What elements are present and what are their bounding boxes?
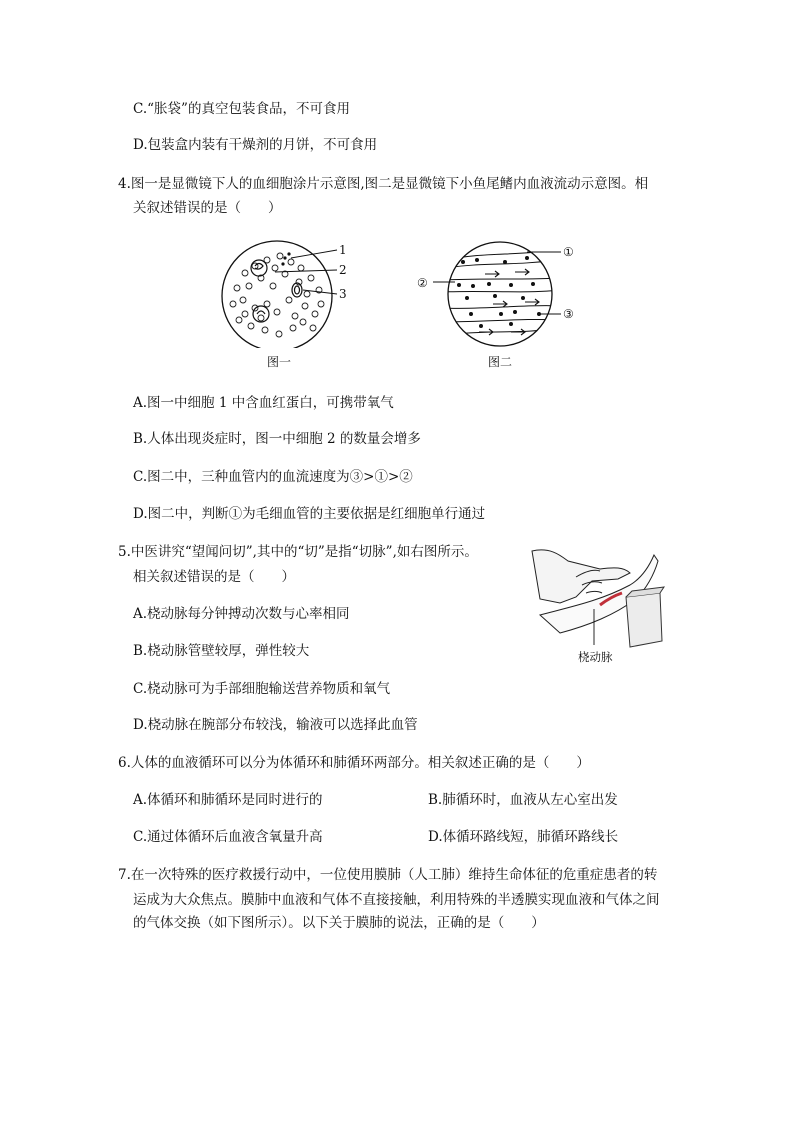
figure-label-radial-artery: 桡动脉 xyxy=(578,650,613,664)
q4-stem-line1: 4.图一是显微镜下人的血细胞涂片示意图,图二是显微镜下小鱼尾鳍内血液流动示意图。相 xyxy=(118,176,649,192)
q6-option-c: C.通过体循环后血液含氧量升高 xyxy=(133,829,323,845)
q3-option-d: D.包装盒内装有干燥剂的月饼，不可食用 xyxy=(133,137,378,153)
fig1-caption: 图一 xyxy=(267,355,292,369)
figure-blood-smear xyxy=(215,238,365,348)
fig2-label-2: ② xyxy=(417,276,428,290)
q4-option-b: B.人体出现炎症时，图一中细胞 2 的数量会增多 xyxy=(133,431,421,447)
q5-stem-line1: 5.中医讲究“望闻问切”,其中的“切”是指“切脉”,如右图所示。 xyxy=(118,544,478,560)
q4-option-c: C.图二中，三种血管内的血流速度为③>①>② xyxy=(133,469,413,485)
q6-stem: 6.人体的血液循环可以分为体循环和肺循环两部分。相关叙述正确的是（ ） xyxy=(118,755,590,771)
q4-option-d: D.图二中，判断①为毛细血管的主要依据是红细胞单行通过 xyxy=(133,506,486,522)
q3-option-c: C.“胀袋”的真空包装食品，不可食用 xyxy=(133,101,350,117)
figure-fish-tail-flow xyxy=(415,238,580,350)
figure-pulse-taking xyxy=(530,545,670,665)
q5-option-b: B.桡动脉管壁较厚，弹性较大 xyxy=(133,643,310,659)
q7-stem-line3: 的气体交换（如下图所示）。以下关于膜肺的说法，正确的是（ ） xyxy=(133,915,545,931)
q4-option-a: A.图一中细胞 1 中含血红蛋白，可携带氧气 xyxy=(133,395,394,411)
q4-stem-line2: 关叙述错误的是（ ） xyxy=(133,200,282,216)
fig2-label-3: ③ xyxy=(563,307,574,321)
fig2-caption: 图二 xyxy=(488,355,513,369)
q6-option-b: B.肺循环时，血液从左心室出发 xyxy=(428,792,618,808)
q5-option-d: D.桡动脉在腕部分布较浅，输液可以选择此血管 xyxy=(133,717,418,733)
q5-stem-line2: 相关叙述错误的是（ ） xyxy=(133,569,295,585)
fig2-label-1: ① xyxy=(563,245,574,259)
fig1-label-3: 3 xyxy=(339,287,347,301)
fig1-label-2: 2 xyxy=(339,263,347,277)
q6-option-d: D.体循环路线短，肺循环路线长 xyxy=(428,829,619,845)
fig1-label-1: 1 xyxy=(339,243,347,257)
q7-stem-line1: 7.在一次特殊的医疗救援行动中，一位使用膜肺（人工肺）维持生命体征的危重症患者的转 xyxy=(118,867,658,883)
q5-option-c: C.桡动脉可为手部细胞输送营养物质和氧气 xyxy=(133,681,391,697)
q6-option-a: A.体循环和肺循环是同时进行的 xyxy=(133,792,323,808)
q7-stem-line2: 运成为大众焦点。膜肺中血液和气体不直接接触，利用特殊的半透膜实现血液和气体之间 xyxy=(133,892,660,908)
q5-option-a: A.桡动脉每分钟搏动次数与心率相同 xyxy=(133,606,350,622)
